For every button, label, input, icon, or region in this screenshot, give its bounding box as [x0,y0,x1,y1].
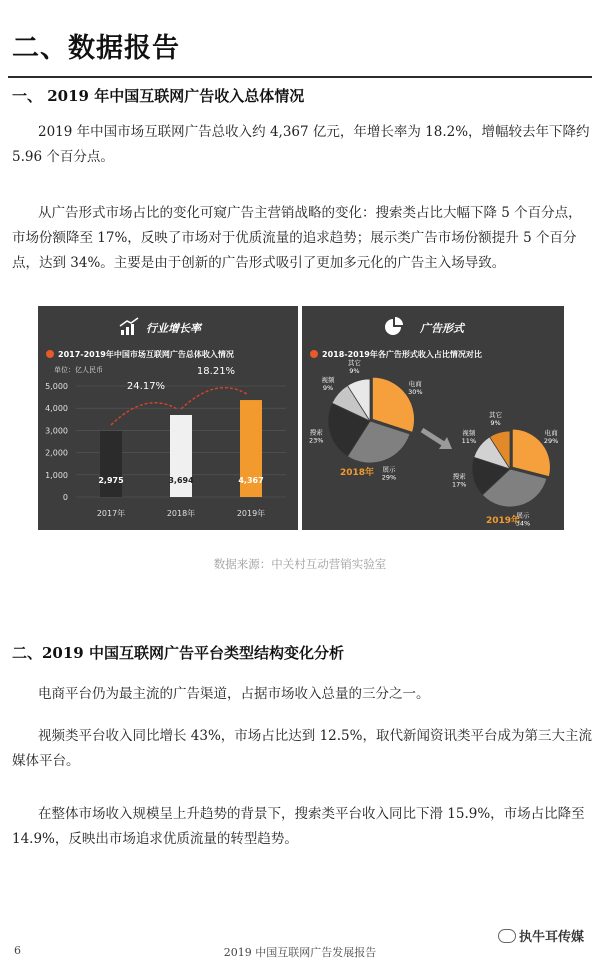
footer-report-title: 2019 中国互联网广告发展报告 [223,946,377,959]
x-tick-label: 2019年 [236,509,266,518]
growth-rate-label: 18.21% [196,366,236,378]
bar-chart-subtitle: 2017-2019年中国市场互联网广告总体收入情况 [58,350,234,359]
watermark-text: 执牛耳传媒 [519,930,585,945]
slice-value-label: 23% [308,436,324,445]
pie-2019 [452,410,558,527]
slice-category-label: 电商 [408,380,422,389]
growth-chart-svg [38,306,298,530]
growth-arc [181,388,247,409]
slice-value-label: 9% [490,419,501,428]
growth-rate-label: 24.17% [126,380,166,392]
y-tick-label: 4,000 [45,404,68,414]
subtitle-bullet-icon [310,350,318,358]
growth-arc [111,403,177,425]
slice-category-label: 其它 [347,359,361,368]
pie-2019-year-label: 2019年 [486,516,521,526]
pie-2018-year-label: 2018年 [340,468,375,478]
bar-value-label: 4,367 [238,476,264,485]
slice-category-label: 搜索 [452,472,466,481]
slice-value-label: 34% [515,519,531,528]
ad-format-panel [302,306,564,530]
slice-value-label: 11% [461,437,477,446]
pie-chart-subtitle: 2018-2019年各广告形式收入占比情况对比 [322,350,482,359]
pie-2018 [309,358,423,481]
y-tick-label: 1,000 [45,470,68,480]
slice-value-label: 9% [322,383,334,392]
section2-paragraph-2: 视频类平台收入同比增长 43%，市场占比达到 12.5%，取代新闻资讯类平台成为第三大主流媒体平台。 [12,728,592,769]
slice-category-label: 视频 [462,429,476,438]
bar-value-label: 2,975 [98,476,124,485]
section2-paragraph-3: 在整体市场收入规模呈上升趋势的背景下，搜索类平台收入同比下滑 15.9%，市场占比降至 14.9%，反映出市场追求优质流量的转型趋势。 [12,806,585,847]
y-tick-label: 0 [62,493,68,502]
wechat-icon [498,929,516,943]
slice-value-label: 17% [452,480,467,489]
section2-title: 二、2019 中国互联网广告平台类型结构变化分析 [12,644,344,662]
section1-paragraph-1: 2019 年中国市场互联网广告总收入约 4,367 亿元，年增长率为 18.2%，增幅较去年下降约 5.96 个百分点。 [12,124,590,165]
bar-value-label: 3,694 [168,476,194,485]
slice-value-label: 29% [543,437,559,446]
section2-paragraph-1: 电商平台仍为最主流的广告渠道，占据市场收入总量的三分之一。 [38,686,430,702]
slice-category-label: 展示 [516,511,530,520]
data-source-caption: 数据来源：中关村互动营销实验室 [213,557,387,571]
bar-chart-plot [45,366,286,518]
slice-category-label: 视频 [321,375,335,384]
heading-rule [8,76,592,78]
page-number: 6 [14,944,21,957]
x-tick-label: 2018年 [166,509,196,518]
watermark [498,926,584,945]
slice-category-label: 展示 [382,465,396,474]
y-tick-label: 3,000 [45,426,68,436]
bar-chart-icon [120,318,138,335]
ad-format-panel-header: 广告形式 [420,322,464,335]
bar [100,431,122,497]
bar-chart-unit: 单位：亿人民币 [54,366,103,374]
section1-paragraph-2: 从广告形式市场占比的变化可窥广告主营销战略的变化：搜索类占比大幅下降 5 个百分点，市场份额降至 17%，反映了市场对于优质流量的追求趋势；展示类广告市场份额提升 5 个百分点，达到 34%。主要是由于创新的广告形式吸引了更加多元化的广告主入场导致。 [12,205,582,271]
y-tick-label: 2,000 [45,448,68,458]
x-tick-label: 2017年 [96,509,126,518]
pie-chart-icon [385,317,403,335]
growth-chart-panel [38,306,298,530]
slice-category-label: 其它 [488,411,502,420]
slice-category-label: 电商 [544,429,558,438]
slice-value-label: 29% [381,473,397,482]
slice-value-label: 9% [349,367,360,376]
section1-title: 一、 2019 年中国互联网广告收入总体情况 [12,87,305,105]
page-heading: 二、数据报告 [12,33,180,64]
growth-panel-header: 行业增长率 [146,322,201,335]
subtitle-bullet-icon [46,350,54,358]
slice-category-label: 搜索 [309,428,323,437]
transition-arrow-icon [422,430,452,449]
y-tick-label: 5,000 [45,382,68,391]
slice-value-label: 30% [408,388,423,397]
ad-format-svg [302,306,564,530]
